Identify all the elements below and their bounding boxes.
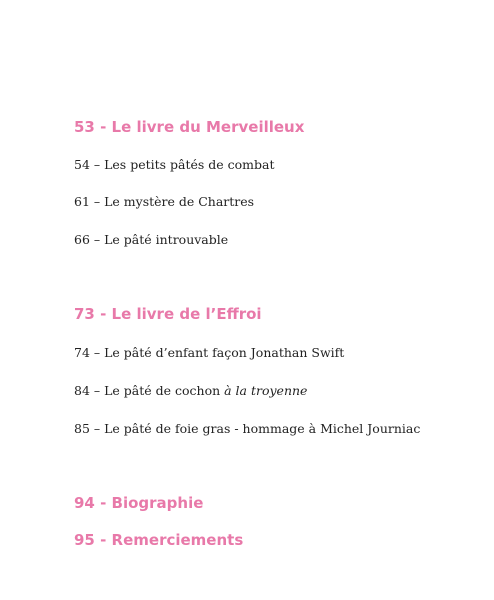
section-title-effroi: 73 - Le livre de l’Effroi [74, 305, 262, 323]
toc-entry-pate-de-cochon-italic: à la troyenne [224, 383, 308, 398]
toc-entry-pate-denfant: 74 – Le pâté d’enfant façon Jonathan Swift [74, 345, 345, 360]
toc-entry-pate-de-cochon [74, 382, 307, 400]
section-title-remerciements: 95 - Remerciements [74, 531, 244, 549]
toc-entry-pate-de-cochon-text: 84 – Le pâté de cochon [74, 383, 225, 398]
section-title-merveilleux: 53 - Le livre du Merveilleux [74, 118, 305, 136]
section-title-biographie: 94 - Biographie [74, 494, 204, 512]
toc-entry-mystere-de-chartres: 61 – Le mystère de Chartres [74, 194, 255, 209]
toc-entry-pate-introuvable: 66 – Le pâté introuvable [74, 232, 229, 247]
toc-entry-pate-de-foie-gras: 85 – Le pâté de foie gras - hommage à Michel Journiac [74, 421, 421, 436]
toc-entry-petits-pates-de-combat: 54 – Les petits pâtés de combat [74, 157, 275, 172]
